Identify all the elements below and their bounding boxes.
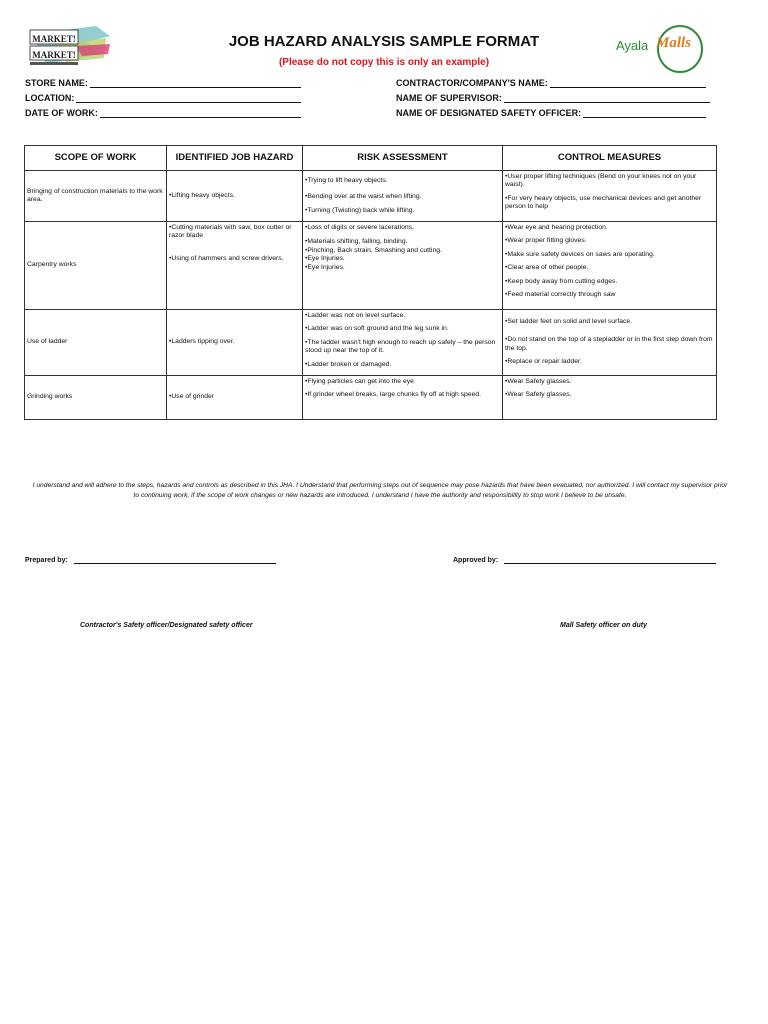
prepared-by-label: Prepared by: xyxy=(25,557,68,564)
hazard-item: • Lifting heavy objects. xyxy=(169,192,300,200)
table-row xyxy=(25,310,717,376)
risk-item: • Materials shifting, falling, binding. xyxy=(305,238,500,246)
scope-cell: Grinding works xyxy=(25,376,167,420)
control-item: • Keep body away from cutting edges. xyxy=(505,278,714,286)
logo-malls: Malls xyxy=(656,35,692,51)
control-cell xyxy=(503,222,717,310)
prepared-by-line xyxy=(74,556,276,564)
risk-item: • Turning (Twisting) back while lifting. xyxy=(305,207,500,215)
date-of-work-label: DATE OF WORK: xyxy=(25,108,98,118)
contractor-label: CONTRACTOR/COMPANY'S NAME: xyxy=(396,78,548,88)
control-item: • Wear Safety glasses. xyxy=(505,378,714,386)
control-cell xyxy=(503,310,717,376)
hazard-cell xyxy=(167,171,303,222)
location-line xyxy=(76,93,301,103)
store-name-field[interactable] xyxy=(25,78,301,88)
risk-item: • Ladder broken or damaged. xyxy=(305,361,500,369)
safety-officer-field[interactable] xyxy=(396,108,706,118)
jha-table xyxy=(24,145,717,420)
risk-item: • Ladder was on soft ground and the leg sunk in. xyxy=(305,325,500,333)
risk-item: • The ladder wasn't high enough to reach up safely – the person stood up near the top of it. xyxy=(305,339,500,356)
hazard-cell xyxy=(167,310,303,376)
control-item: • Replace or repair ladder. xyxy=(505,358,714,366)
hazard-item: • Using of hammers and screw drivers. xyxy=(169,255,300,263)
control-item: • Do not stand on the top of a stepladder or in the first step down from the top. xyxy=(505,336,714,353)
logo-ayala: Ayala xyxy=(616,38,649,53)
control-item: • For very heavy objects, use mechanical devices and get another person to help xyxy=(505,195,714,212)
control-cell xyxy=(503,376,717,420)
risk-item: • Trying to lift heavy objects. xyxy=(305,177,500,185)
control-item: • Wear Safety glasses. xyxy=(505,391,714,399)
date-of-work-line xyxy=(100,108,301,118)
control-item: • User proper lifting techniques (Bend on your knees not on your waist). xyxy=(505,173,714,190)
risk-item: • Loss of digits or severe lacerations. xyxy=(305,224,500,232)
risk-item: • Ladder was not on level surface. xyxy=(305,312,500,320)
approved-by-line xyxy=(504,556,716,564)
risk-item: • If grinder wheel breaks, large chunks fly off at high speed. xyxy=(305,391,500,399)
supervisor-label: NAME OF SUPERVISOR: xyxy=(396,93,502,103)
hazard-item: • Use of grinder xyxy=(169,393,300,401)
control-cell xyxy=(503,171,717,222)
risk-item: • Pinching, Back strain, Smashing and cutting. xyxy=(305,247,500,255)
supervisor-line xyxy=(504,93,710,103)
hazard-item: • Ladders tipping over. xyxy=(169,338,300,346)
risk-cell xyxy=(303,376,503,420)
control-item: • Set ladder feet on solid and level surface. xyxy=(505,318,714,326)
risk-cell xyxy=(303,171,503,222)
hazard-cell xyxy=(167,376,303,420)
scope-cell: Carpentry works xyxy=(25,222,167,310)
table-row xyxy=(25,222,717,310)
risk-item: • Eye Injuries. xyxy=(305,264,500,272)
location-label: LOCATION: xyxy=(25,93,75,103)
control-item: • Wear eye and hearing protection. xyxy=(505,224,714,232)
approved-by-label: Approved by: xyxy=(453,557,499,564)
supervisor-field[interactable] xyxy=(396,93,710,103)
safety-officer-line xyxy=(583,108,706,118)
control-item: • Feed material correctly through saw xyxy=(505,291,714,299)
control-item: • Clear area of other people. xyxy=(505,264,714,272)
risk-cell xyxy=(303,222,503,310)
contractor-field[interactable] xyxy=(396,78,706,88)
control-item: • Make sure safety devices on saws are operating. xyxy=(505,251,714,259)
contractor-line xyxy=(550,78,706,88)
control-item: • Wear proper fitting gloves. xyxy=(505,237,714,245)
store-name-line xyxy=(90,78,301,88)
risk-item: • Eye Injuries. xyxy=(305,255,500,263)
store-name-label: STORE NAME: xyxy=(25,78,88,88)
risk-item: • Bending over at the waist when lifting. xyxy=(305,193,500,201)
table-row xyxy=(25,171,717,222)
approved-role: Mall Safety officer on duty xyxy=(560,622,647,629)
copy-warning: (Please do not copy this is only an example) xyxy=(278,57,490,68)
risk-cell xyxy=(303,310,503,376)
hazard-cell xyxy=(167,222,303,310)
header-controls: CONTROL MEASURES xyxy=(503,146,717,171)
hazard-item: • Cutting materials with saw, box cutter or razor blade xyxy=(169,224,300,241)
prepared-by-field[interactable] xyxy=(25,556,276,564)
scope-cell: Use of ladder xyxy=(25,310,167,376)
header-scope: SCOPE OF WORK xyxy=(25,146,167,171)
location-field[interactable] xyxy=(25,93,301,103)
approved-by-field[interactable] xyxy=(453,556,716,564)
header-hazard: IDENTIFIED JOB HAZARD xyxy=(167,146,303,171)
acknowledgement-statement: I understand and will adhere to the steps, hazards and controls as described in this JHA. I Understand that performing steps out of sequence may pose hazards that have been evaluated, nor authorized. I will contact my supervisor prior to continuing work, if the scope of work changes or new hazards are introduced. I understand I have the authority and responsibility to stop work I believe to be unsafe. xyxy=(32,482,728,499)
safety-officer-label: NAME OF DESIGNATED SAFETY OFFICER: xyxy=(396,108,582,118)
table-header-row xyxy=(25,146,717,171)
scope-cell: Bringing of construction materials to the work area. xyxy=(25,171,167,222)
date-of-work-field[interactable] xyxy=(25,108,301,118)
table-row xyxy=(25,376,717,420)
header-risk: RISK ASSESSMENT xyxy=(303,146,503,171)
logo-text: MARKET! MARKET! xyxy=(32,34,76,60)
ayala-malls-logo xyxy=(614,24,706,74)
prepared-role: Contractor's Safety officer/Designated safety officer xyxy=(80,622,253,629)
document-title: JOB HAZARD ANALYSIS SAMPLE FORMAT xyxy=(228,33,540,50)
risk-item: • Flying particles can get into the eye xyxy=(305,378,500,386)
